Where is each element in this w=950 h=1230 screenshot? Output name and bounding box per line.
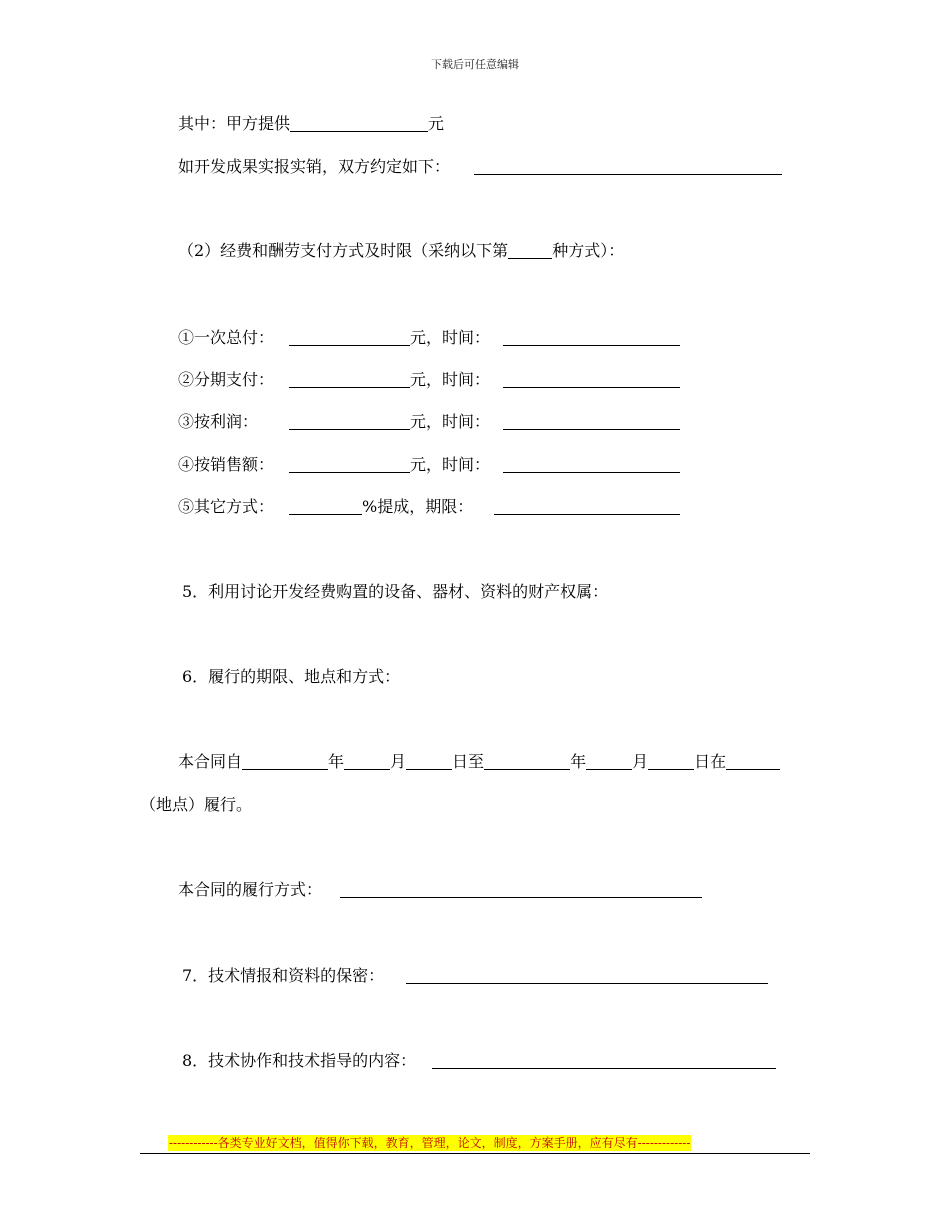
option-2-time-label: 元，时间：: [410, 370, 491, 389]
option-3-time-blank: [503, 414, 680, 430]
line-reimbursement: [178, 157, 782, 177]
location-blank: [726, 754, 780, 770]
payment-option-4: [178, 455, 680, 475]
option-2-time-blank: [503, 372, 680, 388]
line-location-perform: [140, 795, 252, 815]
option-1-time-blank: [503, 330, 680, 346]
start-day-blank: [406, 754, 452, 770]
start-month-unit: 月: [390, 752, 407, 771]
provided-unit: 元: [428, 114, 445, 133]
section-7-blank: [406, 968, 768, 984]
reimbursement-label: 如开发成果实报实销，双方约定如下：: [178, 157, 451, 176]
line-performance-method: [178, 880, 702, 900]
start-month-blank: [344, 754, 390, 770]
line-contract-period: [178, 752, 780, 772]
payment-option-5: [178, 497, 680, 517]
line-provided-amount: [178, 114, 444, 134]
option-5-term-label: %提成，期限：: [362, 497, 474, 516]
page-header: 下载后可任意编辑: [431, 58, 519, 71]
option-5-percent-blank: [289, 499, 362, 515]
section-8-blank: [432, 1053, 776, 1069]
option-3-amount-blank: [289, 414, 410, 430]
option-1-amount-blank: [289, 330, 410, 346]
option-2-amount-blank: [289, 372, 410, 388]
payment-option-1: [178, 328, 680, 348]
option-4-amount-blank: [289, 457, 410, 473]
section-8-heading: [182, 1051, 776, 1071]
payment-method-label: （2）经费和酬劳支付方式及时限（采纳以下第: [178, 241, 509, 260]
end-year-unit: 年: [570, 752, 587, 771]
section-5-text: 5．利用讨论开发经费购置的设备、器材、资料的财产权属：: [182, 582, 609, 601]
provided-amount-blank: [290, 116, 428, 132]
end-month-unit: 月: [632, 752, 649, 771]
start-year-unit: 年: [328, 752, 345, 771]
option-1-time-label: 元，时间：: [410, 328, 491, 347]
payment-method-suffix: 种方式）：: [552, 241, 625, 260]
end-day-blank: [648, 754, 694, 770]
footer-banner: ------------各类专业好文档，值得你下载，教育，管理，论文，制度，方案手册，应有尽有-------------: [169, 1136, 691, 1150]
option-3-time-label: 元，时间：: [410, 412, 491, 431]
section-7-heading: [182, 966, 768, 986]
payment-method-blank: [508, 243, 552, 259]
option-4-time-label: 元，时间：: [410, 455, 491, 474]
option-5-label: ⑤其它方式：: [178, 497, 275, 516]
provided-label: 其中：甲方提供: [178, 114, 291, 133]
section-7-text: 7．技术情报和资料的保密：: [182, 966, 385, 985]
option-2-label: ②分期支付：: [178, 370, 275, 389]
period-label: 本合同自: [178, 752, 243, 771]
start-day-unit: 日至: [452, 752, 485, 771]
option-4-label: ④按销售额：: [178, 455, 275, 474]
option-4-time-blank: [503, 457, 680, 473]
section-6-heading: [182, 667, 400, 687]
payment-option-2: [178, 370, 680, 390]
option-5-term-blank: [494, 499, 680, 515]
start-year-blank: [242, 754, 328, 770]
performance-method-blank: [340, 882, 702, 898]
section-6-text: 6．履行的期限、地点和方式：: [182, 667, 401, 686]
reimbursement-blank: [474, 159, 782, 175]
end-year-blank: [484, 754, 570, 770]
end-month-blank: [586, 754, 632, 770]
option-3-label: ③按利润：: [178, 412, 259, 431]
location-perform-text: （地点）履行。: [140, 795, 253, 814]
section-5-heading: [182, 582, 608, 602]
line-payment-method: [178, 241, 624, 261]
performance-method-label: 本合同的履行方式：: [178, 880, 323, 899]
option-1-label: ①一次总付：: [178, 328, 275, 347]
end-day-unit: 日在: [694, 752, 727, 771]
payment-option-3: [178, 412, 680, 432]
section-8-text: 8．技术协作和技术指导的内容：: [182, 1051, 417, 1070]
footer-rule: [140, 1153, 810, 1154]
